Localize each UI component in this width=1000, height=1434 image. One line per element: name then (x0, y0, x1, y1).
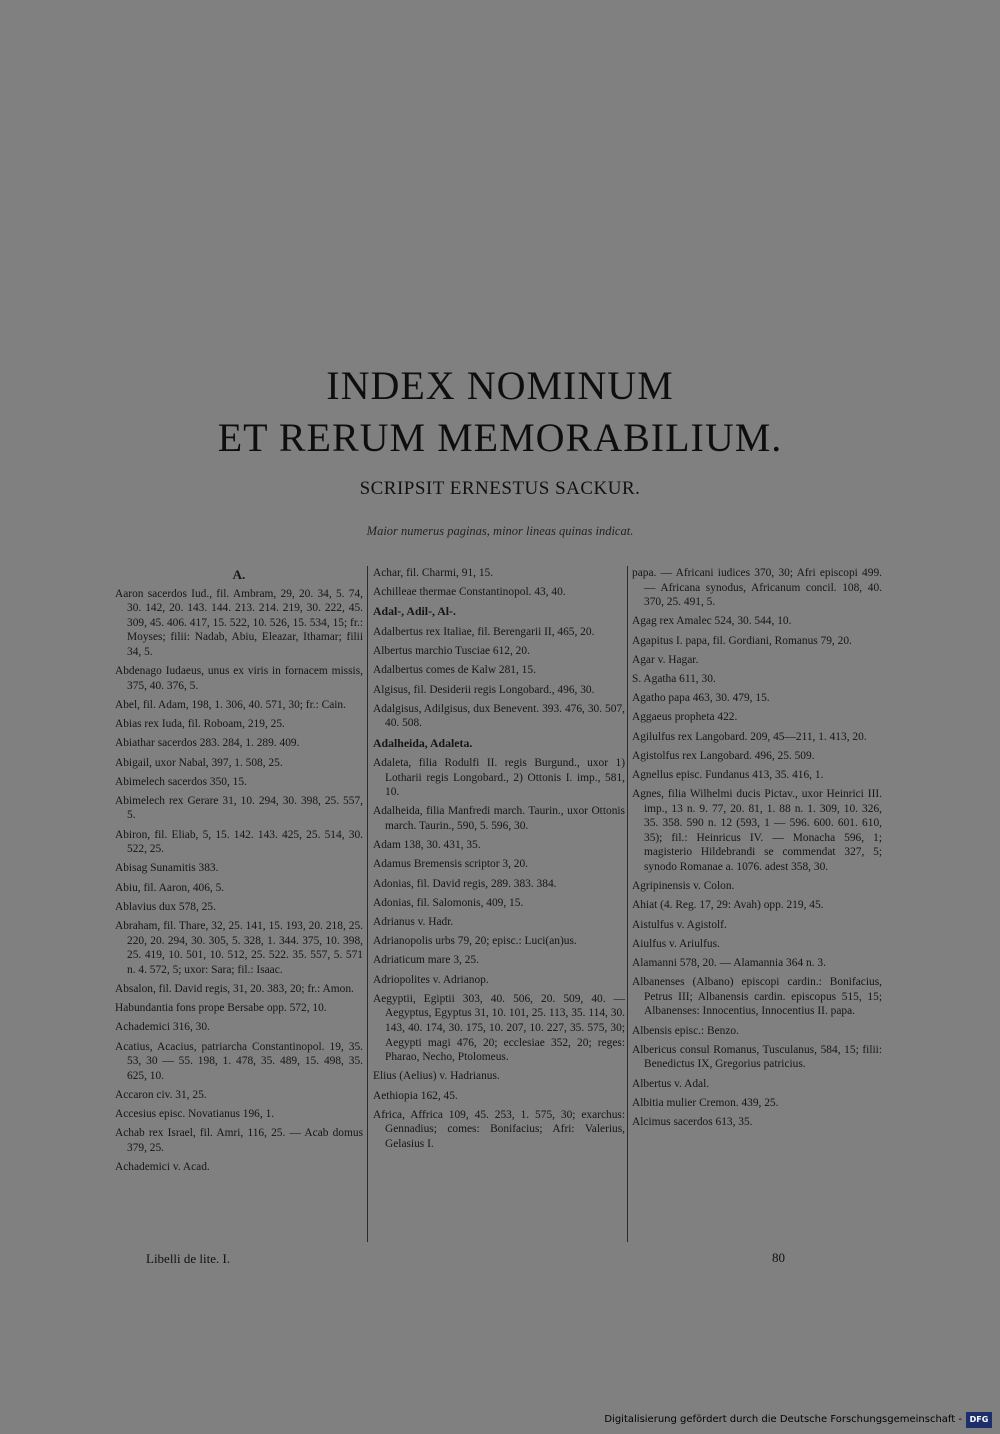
entry-list (373, 625, 625, 731)
index-entry: Abdenago Iudaeus, unus ex viris in fornacem missis, 375, 40. 376, 5. (115, 665, 363, 692)
index-entry: Africa, Affrica 109, 45. 253, 1. 575, 30; exarchus: Gennadius; comes: Bonifacius; Afri: Valerius, Gelasius I. (373, 1108, 625, 1150)
index-entry: Agatho papa 463, 30. 479, 15. (632, 692, 770, 705)
index-column-3 (632, 566, 882, 1134)
entry-list (115, 587, 363, 1175)
author-line: SCRIPSIT ERNESTUS SACKUR. (359, 478, 641, 499)
index-entry: Adalbertus comes de Kalw 281, 15. (373, 664, 536, 677)
index-entry: Abisag Sunamitis 383. (115, 862, 219, 875)
title-line-2: ET RERUM MEMORABILIUM. (217, 415, 783, 460)
index-entry: Albertus v. Adal. (632, 1077, 710, 1090)
index-entry: Achab rex Israel, fil. Amri, 116, 25. — Acab domus 379, 25. (115, 1127, 363, 1154)
title-line-1: INDEX NOMINUM (326, 363, 674, 408)
index-entry: Achar, fil. Charmi, 91, 15. (373, 567, 494, 579)
index-entry: Adalheida, filia Manfredi march. Taurin., uxor Ottonis march. Taurin., 590, 5. 596, 30. (373, 805, 625, 833)
index-entry: Abimelech sacerdos 350, 15. (115, 775, 247, 788)
index-entry: Acatius, Acacius, patriarcha Constantinopol. 19, 35. 53, 30 — 55. 198, 1. 478, 35. 489, 15. 498, 35. 625, 10. (115, 1040, 363, 1082)
index-entry: Albericus consul Romanus, Tusculanus, 584, 15; filii: Benedictus IX, Gregorius patricius. (632, 1043, 882, 1071)
section-letter: A. (232, 567, 246, 582)
entry-list (632, 566, 882, 1129)
index-entry: Abel, fil. Adam, 198, 1. 306, 40. 571, 30; fr.: Cain. (115, 698, 346, 711)
index-entry: Aggaeus propheta 422. (632, 711, 738, 724)
index-entry: Alcimus sacerdos 613, 35. (632, 1115, 753, 1128)
index-entry: S. Agatha 611, 30. (632, 672, 716, 685)
index-entry: Agapitus I. papa, fil. Gordiani, Romanus 79, 20. (632, 634, 852, 647)
section-heading: Adalheida, Adaleta. (373, 735, 473, 750)
index-entry: Abraham, fil. Thare, 32, 25. 141, 15. 193, 20. 218, 25. 220, 20. 294, 30. 305, 5. 328, 1. 344. 375, 10. 398, 25. 419, 10. 501, 10. 512, 25. 522. 35. 557, 5. 571 n. 4. 572, 5; uxor: Sara; fil.: Isaac. (115, 920, 363, 976)
index-entry: Agnes, filia Wilhelmi ducis Pictav., uxor Heinrici III. imp., 13 n. 9. 77, 20. 81, 1. 88 n. 1. 309, 10. 326, 35. 358. 590 n. 12 (593, 1 — 596. 600. 601. 610, 35); fil.: Heinricus IV. — Monacha 596, 1; magisterio Hildebrandi se commendat 327, 5; synodo Romanae a. 1076. adest 358, 30. (632, 788, 882, 874)
index-column-1 (115, 566, 363, 1179)
index-entry: Adonias, fil. David regis, 289. 383. 384. (373, 877, 557, 890)
index-entry: Aiulfus v. Ariulfus. (632, 937, 720, 950)
index-entry: Adamus Bremensis scriptor 3, 20. (373, 858, 529, 871)
index-entry: Aegyptii, Egiptii 303, 40. 506, 20. 509, 40. — Aegyptus, Egyptus 31, 10. 101, 25. 113, 35. 114, 30. 143, 40. 174, 30. 175, 10. 207, 10. 227, 35. 575, 30; Aegypti magi 476, 20; ecclesiae 352, 20; reges: Pharao, Necho, Ptolomeus. (373, 992, 625, 1064)
index-entry: Abiu, fil. Aaron, 406, 5. (115, 881, 225, 894)
index-entry: papa. — Africani iudices 370, 30; Afri episcopi 499. — Africana synodus, Africanum concil. 108, 40. 370, 25. 491, 5. (632, 567, 882, 609)
index-entry: Achademici v. Acad. (115, 1161, 210, 1174)
index-entry: Aaron sacerdos Iud., fil. Ambram, 29, 20. 34, 5. 74, 30. 142, 20. 143. 144. 213. 214. 219, 30. 222, 45. 309, 45. 406. 417, 15. 522, 10. 526, 15. 534, 15; fr.: Moyses; filii: Nadab, Abiu, Eleazar, Ithamar; filii 34, 5. (115, 587, 363, 658)
index-entry: Adriaticum mare 3, 25. (373, 954, 479, 967)
index-entry: Adaleta, filia Rodulfi II. regis Burgund., uxor 1) Lotharii regis Longobard., 2) Ottonis I. imp., 581, 10. (373, 757, 625, 799)
index-entry: Achademici 316, 30. (115, 1021, 210, 1034)
index-entry: Ablavius dux 578, 25. (115, 900, 216, 913)
index-entry: Accaron civ. 31, 25. (115, 1088, 207, 1101)
index-entry: Agag rex Amalec 524, 30. 544, 10. (632, 615, 792, 628)
index-entry: Abiron, fil. Eliab, 5, 15. 142. 143. 425, 25. 514, 30. 522, 25. (115, 828, 363, 856)
index-entry: Albensis episc.: Benzo. (632, 1024, 739, 1037)
index-note: Maior numerus paginas, minor lineas quinas indicat. (366, 524, 634, 538)
index-entry: Abias rex Iuda, fil. Roboam, 219, 25. (115, 718, 285, 731)
index-entry: Alamanni 578, 20. — Alamannia 364 n. 3. (632, 956, 826, 969)
index-entry: Adam 138, 30. 431, 35. (373, 839, 481, 852)
index-entry: Agripinensis v. Colon. (632, 880, 735, 893)
index-entry: Algisus, fil. Desiderii regis Longobard., 496, 30. (373, 683, 595, 696)
index-entry: Adalbertus rex Italiae, fil. Berengarii II, 465, 20. (373, 625, 595, 638)
index-entry: Albanenses (Albano) episcopi cardin.: Bonifacius, Petrus III; Albanensis cardin. episcopus 515, 15; Albanenses: Innocentius, Innocentius II. papa. (632, 976, 882, 1018)
column-divider (367, 566, 368, 1242)
index-entry: Agilulfus rex Langobard. 209, 45—211, 1. 413, 20. (632, 730, 867, 743)
index-entry: Accesius episc. Novatianus 196, 1. (115, 1108, 275, 1121)
digitization-credit: Digitalisierung gefördert durch die Deutsche Forschungsgemeinschaft - (604, 1414, 962, 1425)
index-entry: Agistolfus rex Langobard. 496, 25. 509. (632, 749, 815, 762)
index-entry: Albitia mulier Cremon. 439, 25. (632, 1096, 779, 1109)
footer-source: Libelli de lite. I. (146, 1251, 231, 1266)
index-entry: Achilleae thermae Constantinopol. 43, 40. (373, 586, 566, 599)
entry-list (373, 566, 625, 600)
index-entry: Elius (Aelius) v. Hadrianus. (373, 1070, 500, 1083)
section-heading: Adal-, Adil-, Al-. (373, 604, 456, 619)
entry-list (373, 756, 625, 1151)
column-divider (627, 566, 628, 1242)
index-entry: Ahiat (4. Reg. 17, 29: Avah) opp. 219, 45. (632, 899, 824, 912)
index-entry: Agar v. Hagar. (632, 653, 699, 666)
index-entry: Albertus marchio Tusciae 612, 20. (373, 645, 530, 658)
page-number: 80 (772, 1250, 785, 1265)
dfg-logo: DFG (966, 1412, 992, 1428)
index-column-2 (373, 566, 625, 1156)
index-entry: Adonias, fil. Salomonis, 409, 15. (373, 896, 524, 909)
index-entry: Adalgisus, Adilgisus, dux Benevent. 393. 476, 30. 507, 40. 508. (373, 702, 625, 730)
index-entry: Aistulfus v. Agistolf. (632, 918, 727, 931)
index-entry: Aethiopia 162, 45. (373, 1089, 458, 1102)
index-entry: Absalon, fil. David regis, 31, 20. 383, 20; fr.: Amon. (115, 982, 354, 995)
index-entry: Abiathar sacerdos 283. 284, 1. 289. 409. (115, 737, 300, 750)
index-entry: Adrianopolis urbs 79, 20; episc.: Luci(an)us. (373, 935, 577, 948)
index-entry: Adrianus v. Hadr. (373, 916, 454, 928)
index-entry: Habundantia fons prope Bersabe opp. 572, 10. (115, 1002, 327, 1015)
index-entry: Abigail, uxor Nabal, 397, 1. 508, 25. (115, 756, 283, 769)
index-entry: Adriopolites v. Adrianop. (373, 973, 489, 986)
index-entry: Abimelech rex Gerare 31, 10. 294, 30. 398, 25. 557, 5. (115, 794, 363, 822)
index-entry: Agnellus episc. Fundanus 413, 35. 416, 1. (632, 768, 824, 781)
